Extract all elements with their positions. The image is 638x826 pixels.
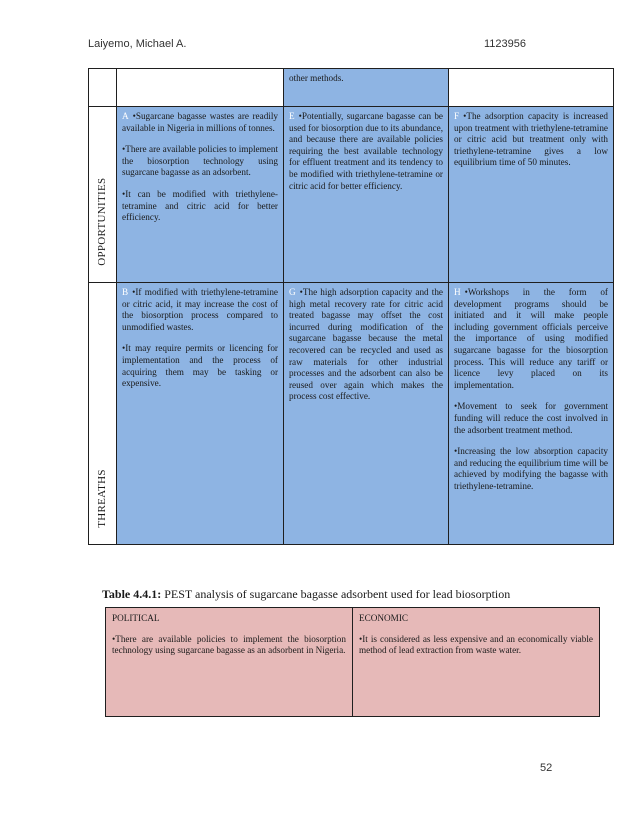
economic-title: ECONOMIC <box>359 613 409 623</box>
cell-b-letter: B <box>122 287 129 297</box>
cell-f-letter: F <box>454 111 460 121</box>
cell-g: G •The high adsorption capacity and the high metal recovery rate for citric acid treated bagasse may offset the cost incurred during modification of the sugarcane bagasse because the metal recovered can be recycled and used as raw materials for other industrial processes and the adsorbent can also be reused over again which makes the process cost effective. <box>284 283 449 545</box>
page-number: 52 <box>540 762 553 774</box>
political-title: POLITICAL <box>112 613 160 623</box>
economic-cell <box>353 608 600 717</box>
threats-label: THREATHS <box>95 469 108 529</box>
cell-e: E •Potentially, sugarcane bagasse can be used for biosorption due to its abundance, and because there are available policies requiring the best available technology for effluent treatment and its tendency to be modified with triethylene-tetramine or citric acid for better efficiency. <box>284 107 449 283</box>
swot-table <box>88 68 614 545</box>
cell-b: B •If modified with triethylene-tetramine or citric acid, it may increase the cost of the biosorption process compared to unmodified wastes. •It may require permits or licencing for implementation and the process of acquiring them may be tasking or expensive. <box>117 283 284 545</box>
table-caption-number: Table 4.4.1: <box>102 587 162 601</box>
cell-h: H •Workshops in the form of development programs should be initiated and it will make people including government officials perceive the importance of using modified sugarcane bagasse for the biosorption process. This will reduce any tariff or licence levy placed on its implementation. •Movement to seek for government funding will reduce the cost involved in the adsorbent treatment method. •Increasing the low absorption capacity and reducing the equilibrium time will be achieved by modifying the bagasse with triethylene-tetramine. <box>449 283 614 545</box>
opportunities-label: OPPORTUNITIES <box>95 178 108 267</box>
pest-row <box>106 608 600 717</box>
threats-label-cell <box>89 283 117 545</box>
cell-e-letter: E <box>289 111 295 121</box>
opportunities-row <box>89 107 614 283</box>
political-cell <box>106 608 353 717</box>
economic-text: •It is considered as less expensive and an economically viable method of lead extraction from waste water. <box>359 633 593 656</box>
table-caption <box>102 587 510 602</box>
pest-table <box>105 607 600 717</box>
threats-row <box>89 283 614 545</box>
swot-continuation-row <box>89 69 614 107</box>
table-caption-text: PEST analysis of sugarcane bagasse adsorbent used for lead biosorption <box>161 587 511 601</box>
opportunities-label-cell <box>89 107 117 283</box>
cell-a: A •Sugarcane bagasse wastes are readily available in Nigeria in millions of tonnes. •There are available policies to implement the biosorption technology using sugarcane bagasse as an adsorbent. •It can be modified with triethylene-tetramine and citric acid for better efficiency. <box>117 107 284 283</box>
cell-a-letter: A <box>122 111 129 121</box>
header-author: Laiyemo, Michael A. <box>88 38 187 50</box>
political-text: •There are available policies to implement the biosorption technology using sugarcane bagasse as an adsorbent in Nigeria. <box>112 633 346 656</box>
cell-f: F •The adsorption capacity is increased upon treatment with triethylene-tetramine or citric acid but treatment only with triethylene-tetramine gives a low equilibrium time of 50 minutes. <box>449 107 614 283</box>
continuation-cell: other methods. <box>284 69 449 107</box>
cell-g-letter: G <box>289 287 296 297</box>
header-id: 1123956 <box>484 38 527 50</box>
cell-h-letter: H <box>454 287 461 297</box>
